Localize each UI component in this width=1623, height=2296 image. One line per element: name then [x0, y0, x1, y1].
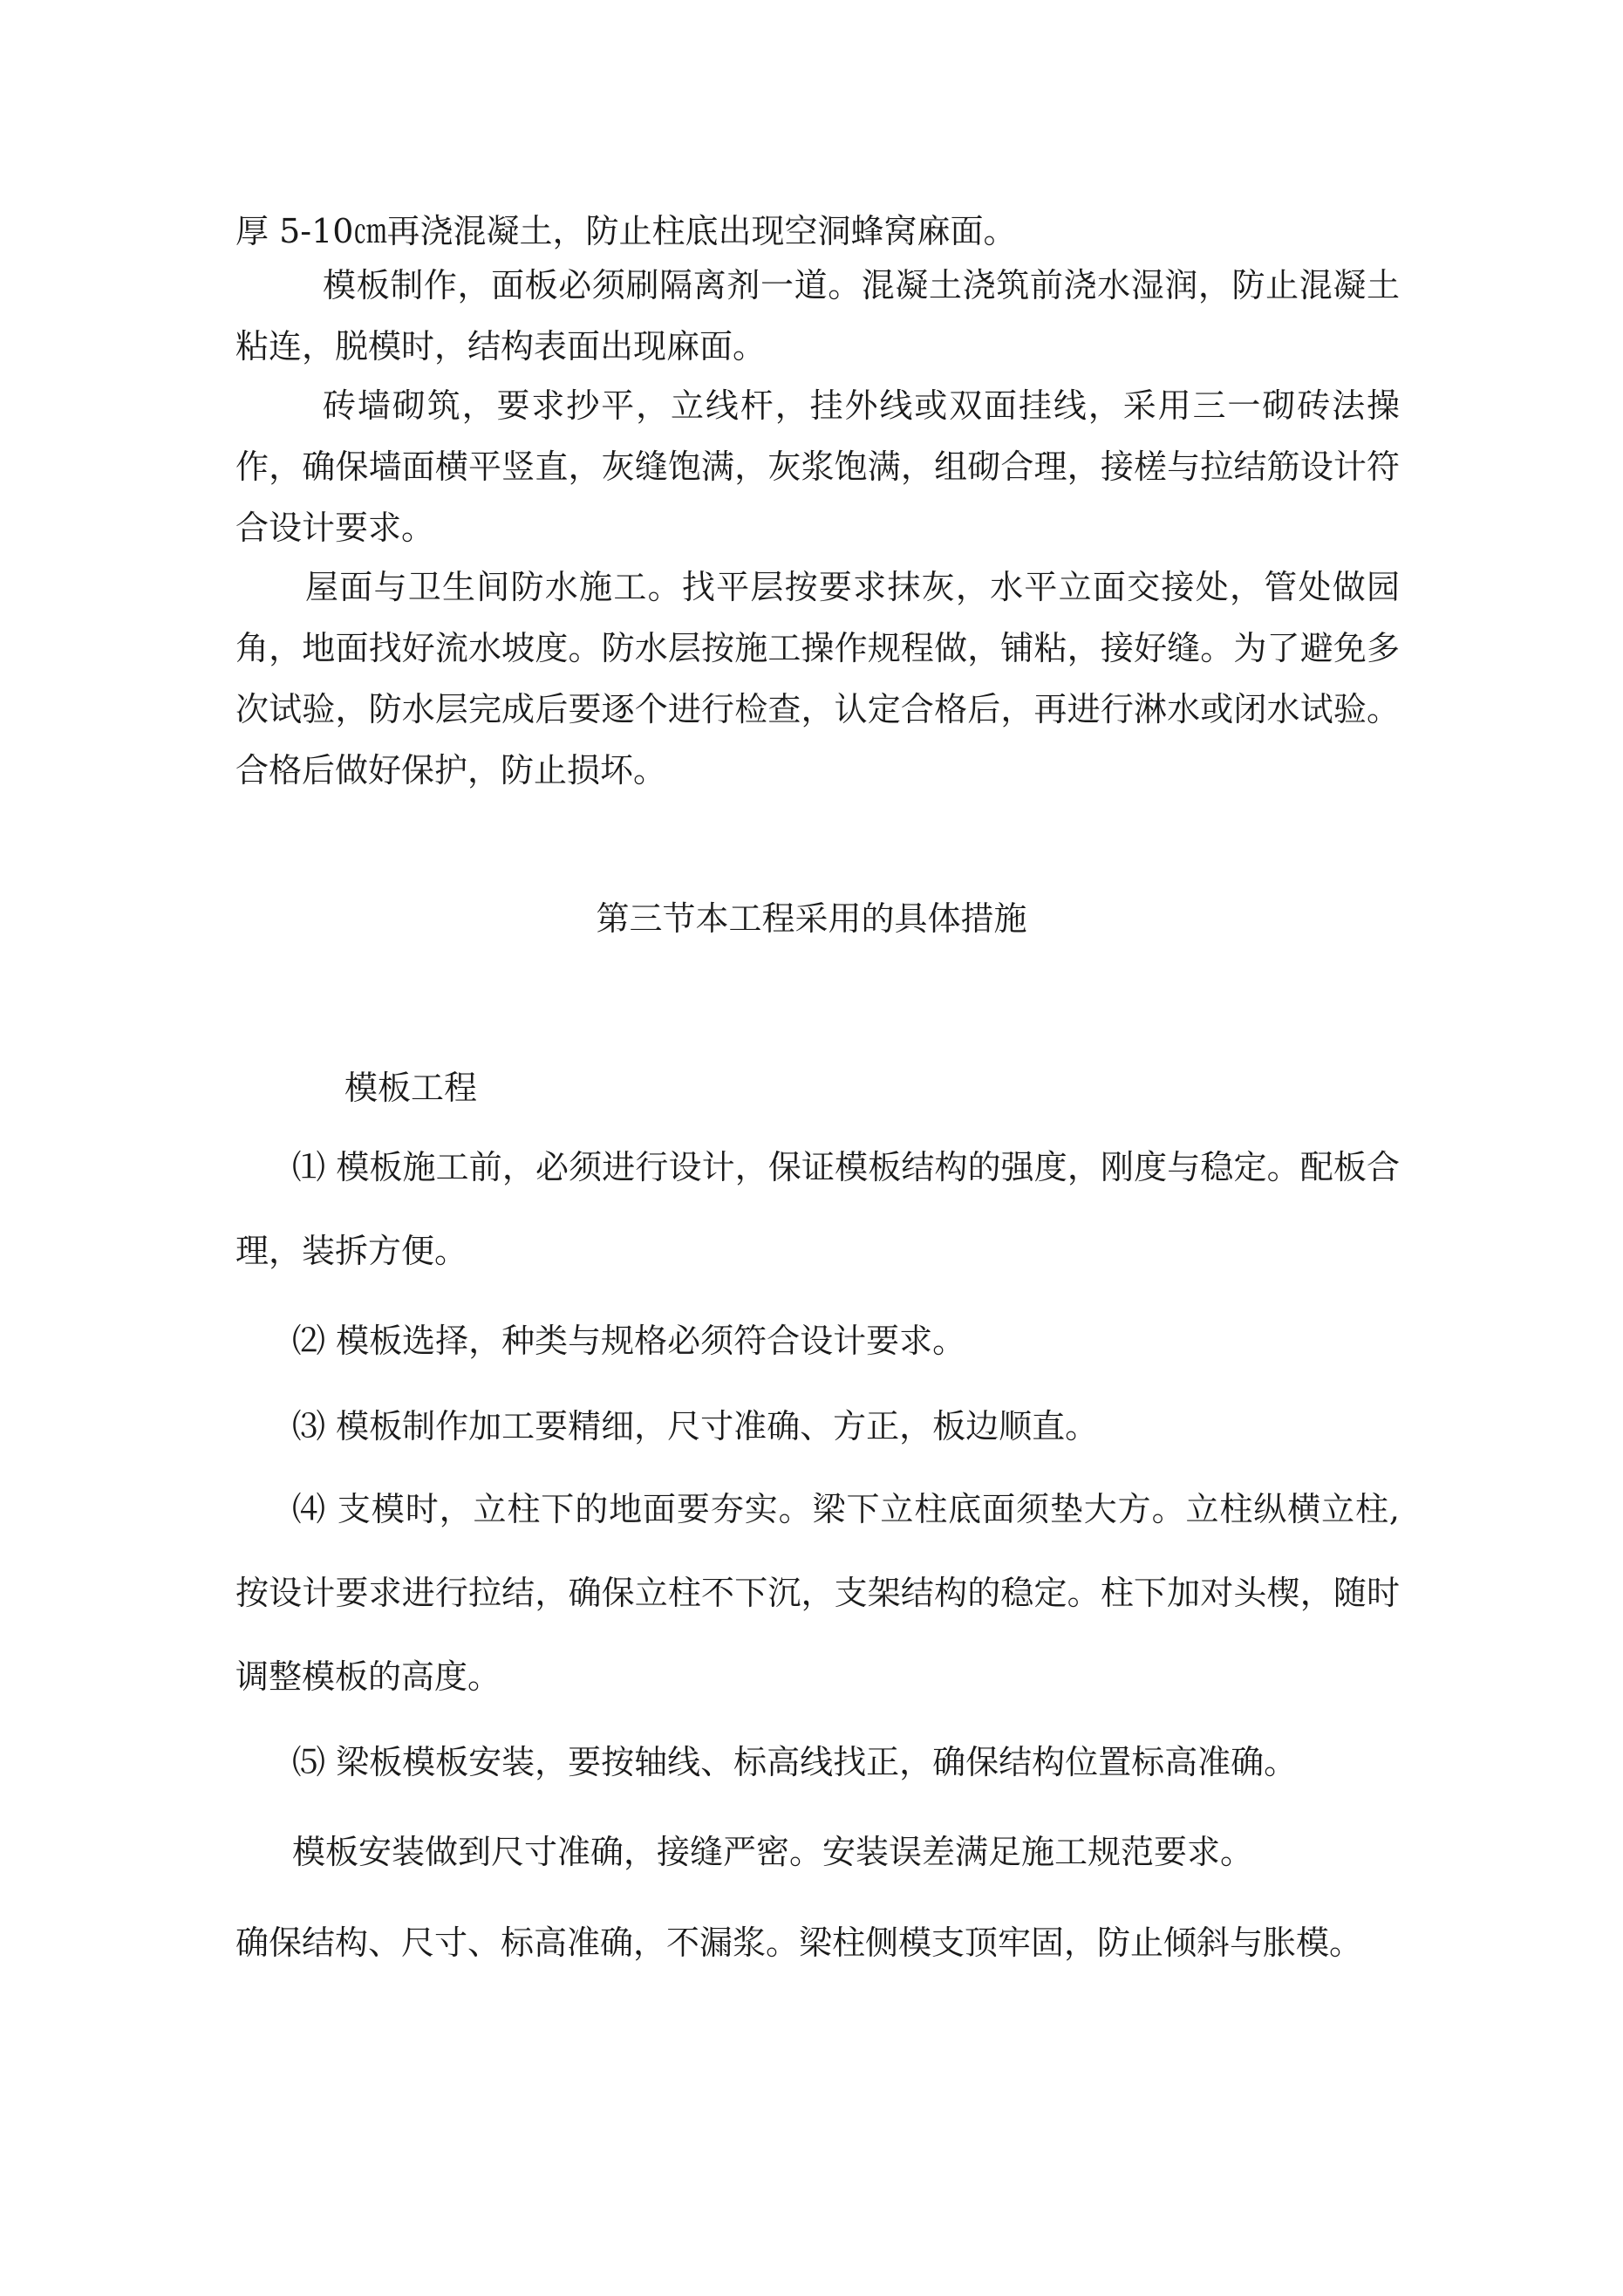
- paragraph-brick-masonry: 砖墙砌筑，要求抄平，立线杆，挂外线或双面挂线，采用三一砌砖法操作，确保墙面横平竖直，灰缝饱满，灰浆饱满，组砌合理，接槎与拉结筋设计符合设计要求。: [235, 386, 1400, 547]
- list-item-2: ⑵ 模板选择，种类与规格必须符合设计要求。: [292, 1322, 966, 1360]
- closing-line: 模板安装做到尺寸准确，接缝严密。安装误差满足施工规范要求。: [292, 1833, 1254, 1871]
- paragraph-formwork-release: 模板制作，面板必须刷隔离剂一道。混凝土浇筑前浇水湿润，防止混凝土粘连，脱模时，结构表面出现麻面。: [235, 266, 1400, 366]
- list-item-3: ⑶ 模板制作加工要精细，尺寸准确、方正，板边顺直。: [292, 1407, 1099, 1445]
- subheading-formwork: 模板工程: [344, 1069, 478, 1107]
- list-item-1: ⑴ 模板施工前，必须进行设计，保证模板结构的强度，刚度与稳定。配板合理，装拆方便。: [235, 1148, 1400, 1270]
- paragraph-column-base: 厚 5-10㎝再浇混凝土，防止柱底出现空洞蜂窝麻面。: [235, 212, 1017, 250]
- closing-paragraph: 确保结构、尺寸、标高准确，不漏浆。梁柱侧模支顶牢固，防止倾斜与胀模。: [235, 1924, 1363, 1962]
- section-heading: 第三节本工程采用的具体措施: [596, 899, 1027, 938]
- paragraph-waterproofing: 屋面与卫生间防水施工。找平层按要求抹灰，水平立面交接处，管处做园角，地面找好流水坡度。防水层按施工操作规程做，铺粘，接好缝。为了避免多次试验，防水层完成后要逐个进行检查，认定合格后，再进行淋水或闭水试验。合格后做好保护，防止损坏。: [235, 568, 1400, 789]
- list-item-5: ⑸ 梁板模板安装，要按轴线、标高线找正，确保结构位置标高准确。: [292, 1743, 1298, 1781]
- list-item-4: ⑷ 支模时，立柱下的地面要夯实。梁下立柱底面须垫大方。立柱纵横立柱,按设计要求进行拉结，确保立柱不下沉，支架结构的稳定。柱下加对头楔，随时调整模板的高度。: [235, 1490, 1400, 1696]
